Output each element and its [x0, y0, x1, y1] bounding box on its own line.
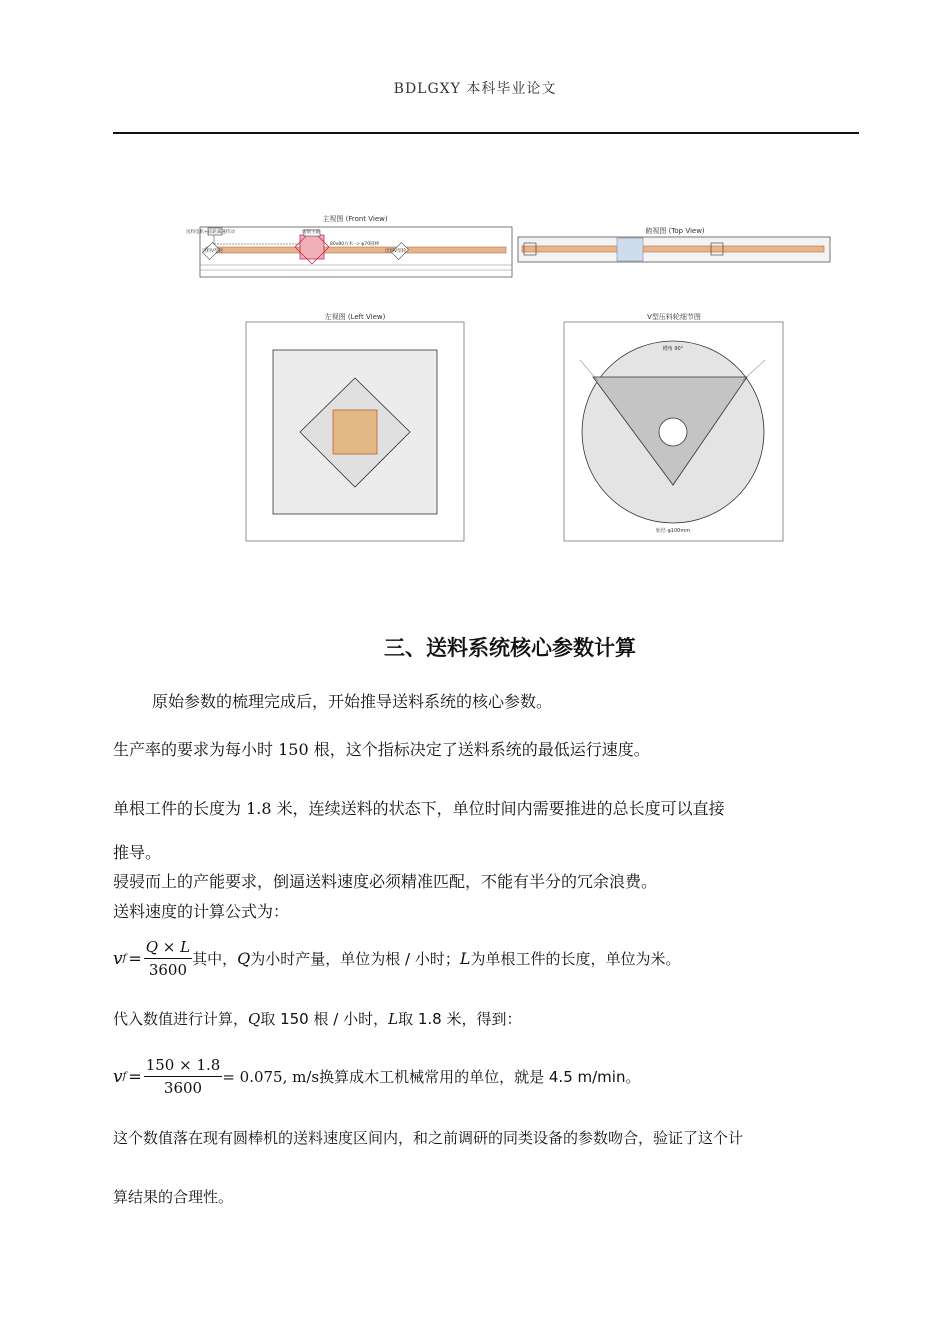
front-view-title: 主视图 (Front View) — [322, 215, 388, 223]
formula-2-numerator: 150 × 1.8 — [144, 1056, 223, 1077]
formula-1-q: Q — [237, 949, 251, 968]
paragraph-7-a: 代入数值进行计算， — [113, 1010, 249, 1028]
paragraph-9: 算结果的合理性。 — [113, 1188, 234, 1206]
page-header: BDLGXY 本科毕业论文 — [393, 81, 557, 97]
paragraph-7-q: Q — [248, 1010, 261, 1028]
front-label-spindle: 切削主轴 — [302, 230, 320, 235]
paragraph-2: 生产率的要求为每小时 150 根，这个指标决定了送料系统的最低运行速度。 — [113, 740, 650, 759]
front-view-workpiece — [206, 247, 506, 253]
vwheel-diameter-label: 轮径 φ100mm — [655, 528, 691, 534]
front-label-infeed: 进料V型轮 — [202, 249, 224, 254]
paragraph-7 — [113, 1012, 521, 1027]
vwheel-angle-label: 槽角 90° — [662, 346, 684, 352]
machine-drawing-figure — [180, 205, 840, 555]
front-label-motor: 送料电机+齿轮减速传动 — [186, 230, 235, 235]
formula-1-fraction — [144, 938, 192, 979]
paragraph-1: 原始参数的梳理完成后，开始推导送料系统的核心参数。 — [152, 692, 553, 711]
front-label-material: 80x80方木 -> φ70圆棒 — [330, 242, 380, 247]
top-view-workpiece — [522, 246, 824, 252]
formula-1-lhs: v — [113, 948, 123, 969]
header-rule — [113, 132, 859, 134]
formula-1-text-a: 其中， — [192, 950, 238, 968]
formula-2-lhs: v — [113, 1066, 123, 1087]
formula-2-text: 换算成木工机械常用的单位，就是 4.5 m/min。 — [319, 1068, 641, 1086]
top-view-title: 俯视图 (Top View) — [645, 227, 705, 235]
left-view-title: 左视图 (Left View) — [324, 313, 386, 321]
vwheel-hub — [659, 418, 687, 446]
formula-1-sub: f — [122, 953, 127, 964]
paragraph-6: 送料速度的计算公式为： — [113, 902, 290, 921]
formula-2-sub: f — [122, 1071, 127, 1082]
front-label-outfeed: 出料V型轮 — [385, 249, 407, 254]
vwheel-title: V型压料轮细节图 — [647, 313, 701, 321]
formula-2-fraction — [144, 1056, 223, 1097]
paragraph-8: 这个数值落在现有圆棒机的送料速度区间内，和之前调研的同类设备的参数吻合，验证了这个计 — [113, 1129, 744, 1147]
paragraph-7-b: 取 150 根 / 小时， — [260, 1010, 389, 1028]
paragraph-7-l: L — [388, 1010, 399, 1028]
formula-2-denominator: 3600 — [163, 1079, 203, 1097]
formula-2-unit: , m/s — [282, 1067, 320, 1086]
formula-2: v f = $\frac{150 \times 1.8}{3600}$ = 0.075 , m/s 换算成木工机械常用的单位，就是 4.5 m/min。 — [113, 1056, 641, 1097]
formula-1-text-c: 为单根工件的长度，单位为米。 — [470, 950, 681, 968]
paragraph-7-c: 取 1.8 米，得到： — [398, 1010, 522, 1028]
paragraph-4: 推导。 — [113, 843, 162, 862]
paragraph-5: 骎骎而上的产能要求，倒逼送料速度必须精准匹配，不能有半分的冗余浪费。 — [113, 872, 658, 891]
formula-1-numerator: Q × L — [144, 938, 192, 959]
paragraph-3: 单根工件的长度为 1.8 米，连续送料的状态下，单位时间内需要推进的总长度可以直接 — [113, 799, 725, 818]
top-view-cutter — [617, 238, 643, 261]
formula-2-result: = 0.075 — [222, 1067, 283, 1086]
section-title: 三、送料系统核心参数计算 — [384, 636, 636, 660]
formula-1: v f = $\frac{Q \times L}{3600}$ 其中， Q 为小时产量，单位为根 / 小时； L 为单根工件的长度，单位为米。 — [113, 938, 681, 979]
formula-1-l: L — [459, 949, 471, 968]
formula-1-text-b: 为小时产量，单位为根 / 小时； — [250, 950, 460, 968]
left-view-workpiece — [333, 410, 377, 454]
formula-1-denominator: 3600 — [148, 961, 187, 979]
